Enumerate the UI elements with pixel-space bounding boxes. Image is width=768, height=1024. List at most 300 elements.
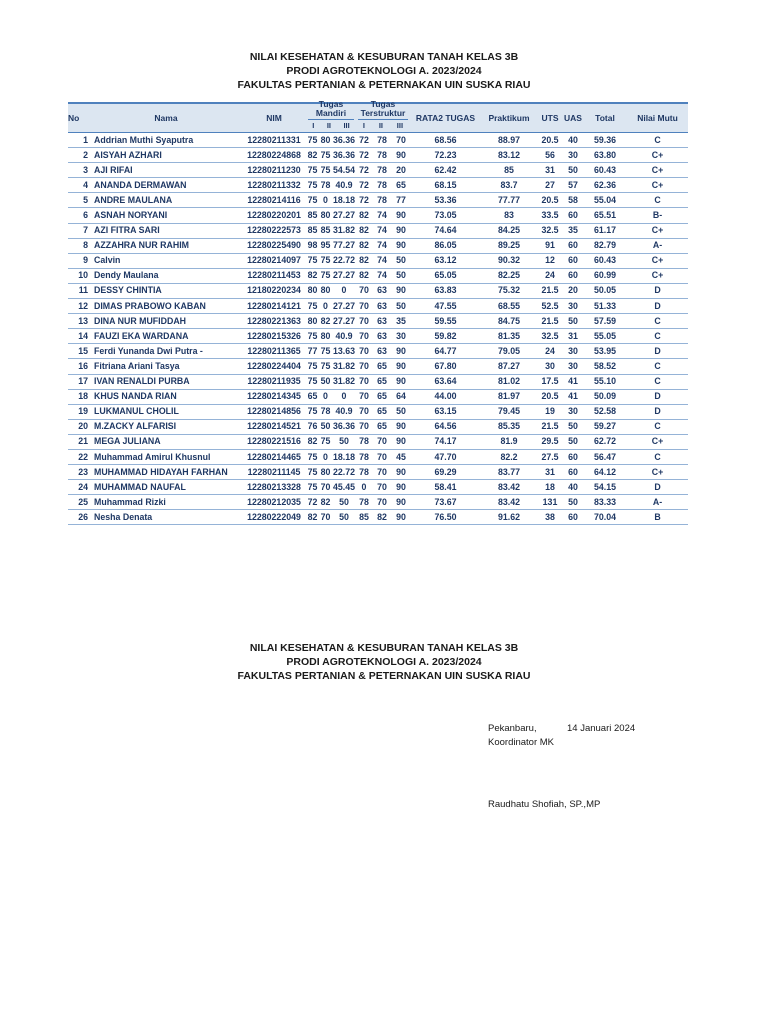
cell-nama: IVAN RENALDI PURBA	[90, 374, 242, 389]
cell-terstruktur-1: 70	[356, 389, 372, 404]
cell-mandiri-3: 36.36	[332, 148, 356, 163]
cell-mandiri-3: 54.54	[332, 163, 356, 178]
cell-nama: MUHAMMAD HIDAYAH FARHAN	[90, 465, 242, 480]
cell-uts: 38	[537, 510, 563, 525]
cell-nilai-mutu: C	[627, 314, 688, 329]
cell-uas: 30	[563, 359, 583, 374]
cell-praktikum: 79.05	[481, 344, 537, 359]
cell-mandiri-2: 70	[319, 480, 332, 495]
table-row	[68, 465, 688, 480]
col-nama-header: Nama	[90, 103, 242, 133]
cell-praktikum: 68.55	[481, 299, 537, 314]
cell-rata2: 59.55	[410, 314, 481, 329]
cell-uas: 41	[563, 389, 583, 404]
cell-nama: AJI RIFAI	[90, 163, 242, 178]
cell-uts: 21.5	[537, 419, 563, 434]
cell-mandiri-3: 31.82	[332, 374, 356, 389]
cell-terstruktur-2: 70	[372, 449, 392, 464]
cell-terstruktur-2: 65	[372, 419, 392, 434]
cell-mandiri-2: 80	[319, 133, 332, 148]
cell-nilai-mutu: D	[627, 404, 688, 419]
cell-nilai-mutu: D	[627, 344, 688, 359]
cell-no: 8	[68, 238, 90, 253]
cell-no: 20	[68, 419, 90, 434]
cell-mandiri-2: 80	[319, 283, 332, 298]
cell-total: 55.05	[583, 329, 627, 344]
cell-nim: 12280211230	[242, 163, 306, 178]
cell-no: 17	[68, 374, 90, 389]
cell-praktikum: 83.42	[481, 495, 537, 510]
header-divider	[308, 119, 354, 120]
cell-praktikum: 87.27	[481, 359, 537, 374]
cell-nilai-mutu: D	[627, 283, 688, 298]
cell-terstruktur-3: 90	[392, 344, 410, 359]
cell-nilai-mutu: C	[627, 374, 688, 389]
table-row	[68, 253, 688, 268]
cell-uas: 60	[563, 510, 583, 525]
cell-terstruktur-1: 70	[356, 314, 372, 329]
title-line-2: PRODI AGROTEKNOLOGI A. 2023/2024	[286, 65, 482, 77]
cell-uas: 30	[563, 404, 583, 419]
col-tugas-mandiri-header	[306, 99, 356, 133]
cell-praktikum: 79.45	[481, 404, 537, 419]
cell-nilai-mutu: C	[627, 449, 688, 464]
cell-terstruktur-1: 70	[356, 283, 372, 298]
cell-uas: 20	[563, 283, 583, 298]
cell-nilai-mutu: C	[627, 359, 688, 374]
col-no-header: No	[68, 103, 90, 133]
col-rata2-header: RATA2 TUGAS	[410, 103, 481, 133]
table-row	[68, 133, 688, 148]
cell-uts: 17.5	[537, 374, 563, 389]
table-row	[68, 389, 688, 404]
cell-terstruktur-1: 82	[356, 208, 372, 223]
cell-no: 24	[68, 480, 90, 495]
title-line-3: FAKULTAS PERTANIAN & PETERNAKAN UIN SUSKA RIAU	[237, 79, 531, 91]
cell-uts: 29.5	[537, 434, 563, 449]
cell-terstruktur-2: 65	[372, 389, 392, 404]
cell-total: 82.79	[583, 238, 627, 253]
cell-uts: 32.5	[537, 223, 563, 238]
cell-terstruktur-2: 78	[372, 148, 392, 163]
cell-terstruktur-2: 63	[372, 299, 392, 314]
cell-nim: 12280211331	[242, 133, 306, 148]
cell-mandiri-2: 80	[319, 465, 332, 480]
cell-total: 61.17	[583, 223, 627, 238]
cell-total: 55.04	[583, 193, 627, 208]
cell-terstruktur-2: 65	[372, 359, 392, 374]
cell-uts: 24	[537, 268, 563, 283]
cell-total: 62.36	[583, 178, 627, 193]
cell-rata2: 65.05	[410, 268, 481, 283]
cell-mandiri-2: 78	[319, 404, 332, 419]
cell-nim: 12280224404	[242, 359, 306, 374]
cell-nilai-mutu: C+	[627, 178, 688, 193]
cell-no: 2	[68, 148, 90, 163]
sub-col-ii: II	[326, 121, 331, 130]
cell-terstruktur-3: 90	[392, 480, 410, 495]
cell-nim: 12280222049	[242, 510, 306, 525]
cell-terstruktur-1: 72	[356, 133, 372, 148]
cell-mandiri-1: 75	[306, 374, 319, 389]
cell-nama: M.ZACKY ALFARISI	[90, 419, 242, 434]
cell-mandiri-3: 22.72	[332, 465, 356, 480]
cell-rata2: 47.70	[410, 449, 481, 464]
cell-nim: 12280225490	[242, 238, 306, 253]
cell-uts: 52.5	[537, 299, 563, 314]
col-nim-header: NIM	[242, 103, 306, 133]
cell-uas: 60	[563, 238, 583, 253]
cell-nilai-mutu: C+	[627, 434, 688, 449]
cell-uas: 30	[563, 148, 583, 163]
document-title-top	[0, 50, 768, 92]
cell-praktikum: 90.32	[481, 253, 537, 268]
cell-nama: FAUZI EKA WARDANA	[90, 329, 242, 344]
cell-terstruktur-2: 78	[372, 133, 392, 148]
cell-total: 57.59	[583, 314, 627, 329]
cell-no: 14	[68, 329, 90, 344]
cell-mandiri-3: 27.27	[332, 268, 356, 283]
cell-no: 9	[68, 253, 90, 268]
sub-col-i: I	[362, 121, 365, 130]
cell-rata2: 63.15	[410, 404, 481, 419]
cell-uts: 91	[537, 238, 563, 253]
cell-nama: MEGA JULIANA	[90, 434, 242, 449]
table-row	[68, 404, 688, 419]
cell-mandiri-2: 80	[319, 208, 332, 223]
table-row	[68, 314, 688, 329]
cell-mandiri-3: 0	[332, 283, 356, 298]
table-row	[68, 268, 688, 283]
cell-nim: 12280222573	[242, 223, 306, 238]
cell-total: 53.95	[583, 344, 627, 359]
cell-nim: 12280214521	[242, 419, 306, 434]
cell-terstruktur-3: 90	[392, 223, 410, 238]
cell-nama: ASNAH NORYANI	[90, 208, 242, 223]
cell-rata2: 68.15	[410, 178, 481, 193]
cell-terstruktur-1: 70	[356, 404, 372, 419]
col-uas-header: UAS	[563, 103, 583, 133]
cell-uts: 24	[537, 344, 563, 359]
cell-praktikum: 91.62	[481, 510, 537, 525]
cell-terstruktur-3: 90	[392, 283, 410, 298]
cell-mandiri-3: 31.82	[332, 223, 356, 238]
cell-rata2: 63.12	[410, 253, 481, 268]
cell-mandiri-3: 36.36	[332, 419, 356, 434]
cell-mandiri-1: 75	[306, 480, 319, 495]
cell-nim: 12280224868	[242, 148, 306, 163]
cell-mandiri-1: 75	[306, 163, 319, 178]
signature-place: Pekanbaru,	[488, 723, 537, 734]
cell-terstruktur-1: 70	[356, 374, 372, 389]
cell-mandiri-3: 27.27	[332, 299, 356, 314]
cell-no: 26	[68, 510, 90, 525]
cell-no: 19	[68, 404, 90, 419]
cell-uas: 60	[563, 253, 583, 268]
table-row	[68, 495, 688, 510]
cell-terstruktur-1: 78	[356, 434, 372, 449]
cell-total: 52.58	[583, 404, 627, 419]
cell-nim: 12280214121	[242, 299, 306, 314]
cell-mandiri-3: 36.36	[332, 133, 356, 148]
cell-rata2: 44.00	[410, 389, 481, 404]
cell-no: 18	[68, 389, 90, 404]
title-line-1: NILAI KESEHATAN & KESUBURAN TANAH KELAS 3B	[249, 642, 519, 654]
cell-uas: 60	[563, 208, 583, 223]
cell-uts: 131	[537, 495, 563, 510]
col-praktikum-header: Praktikum	[481, 103, 537, 133]
cell-rata2: 68.56	[410, 133, 481, 148]
cell-rata2: 73.05	[410, 208, 481, 223]
cell-praktikum: 84.25	[481, 223, 537, 238]
cell-terstruktur-3: 90	[392, 434, 410, 449]
cell-terstruktur-2: 70	[372, 480, 392, 495]
cell-mandiri-3: 27.27	[332, 208, 356, 223]
cell-terstruktur-2: 74	[372, 208, 392, 223]
cell-terstruktur-2: 63	[372, 314, 392, 329]
cell-nilai-mutu: C	[627, 329, 688, 344]
cell-total: 59.36	[583, 133, 627, 148]
cell-nama: Ferdi Yunanda Dwi Putra -	[90, 344, 242, 359]
cell-mandiri-3: 40.9	[332, 178, 356, 193]
cell-uas: 60	[563, 449, 583, 464]
cell-terstruktur-1: 72	[356, 178, 372, 193]
cell-mandiri-1: 82	[306, 268, 319, 283]
cell-no: 6	[68, 208, 90, 223]
cell-uts: 27	[537, 178, 563, 193]
cell-nim: 12280221516	[242, 434, 306, 449]
table-row	[68, 193, 688, 208]
cell-praktikum: 81.97	[481, 389, 537, 404]
cell-uas: 50	[563, 314, 583, 329]
cell-terstruktur-3: 20	[392, 163, 410, 178]
cell-rata2: 47.55	[410, 299, 481, 314]
cell-total: 83.33	[583, 495, 627, 510]
cell-nilai-mutu: A-	[627, 495, 688, 510]
cell-praktikum: 84.75	[481, 314, 537, 329]
table-row	[68, 359, 688, 374]
cell-mandiri-3: 50	[332, 495, 356, 510]
cell-mandiri-2: 85	[319, 223, 332, 238]
cell-nilai-mutu: C+	[627, 223, 688, 238]
cell-mandiri-3: 50	[332, 434, 356, 449]
cell-mandiri-3: 13.63	[332, 344, 356, 359]
cell-mandiri-1: 75	[306, 253, 319, 268]
table-row	[68, 163, 688, 178]
cell-nama: MUHAMMAD NAUFAL	[90, 480, 242, 495]
table-row	[68, 419, 688, 434]
cell-terstruktur-3: 90	[392, 510, 410, 525]
cell-mandiri-3: 40.9	[332, 329, 356, 344]
cell-nim: 12280214856	[242, 404, 306, 419]
cell-terstruktur-2: 78	[372, 178, 392, 193]
cell-terstruktur-1: 82	[356, 268, 372, 283]
table-row	[68, 238, 688, 253]
cell-praktikum: 89.25	[481, 238, 537, 253]
cell-nilai-mutu: C+	[627, 163, 688, 178]
cell-terstruktur-2: 78	[372, 193, 392, 208]
cell-nim: 12280211453	[242, 268, 306, 283]
cell-total: 65.51	[583, 208, 627, 223]
cell-nama: Muhammad Amirul Khusnul	[90, 449, 242, 464]
cell-terstruktur-2: 70	[372, 465, 392, 480]
cell-mandiri-1: 80	[306, 283, 319, 298]
cell-nim: 12280214116	[242, 193, 306, 208]
cell-nim: 12280212035	[242, 495, 306, 510]
cell-praktikum: 82.25	[481, 268, 537, 283]
cell-terstruktur-3: 70	[392, 133, 410, 148]
cell-praktikum: 83.7	[481, 178, 537, 193]
cell-nim: 12280214465	[242, 449, 306, 464]
cell-nama: AZZAHRA NUR RAHIM	[90, 238, 242, 253]
cell-terstruktur-3: 50	[392, 404, 410, 419]
cell-praktikum: 83.77	[481, 465, 537, 480]
cell-total: 62.72	[583, 434, 627, 449]
cell-nama: Nesha Denata	[90, 510, 242, 525]
cell-nim: 12280213328	[242, 480, 306, 495]
cell-mandiri-2: 78	[319, 178, 332, 193]
cell-total: 56.47	[583, 449, 627, 464]
cell-uts: 33.5	[537, 208, 563, 223]
cell-praktikum: 83.42	[481, 480, 537, 495]
cell-total: 51.33	[583, 299, 627, 314]
cell-rata2: 59.82	[410, 329, 481, 344]
cell-uts: 21.5	[537, 314, 563, 329]
cell-nim: 12280211332	[242, 178, 306, 193]
cell-terstruktur-3: 90	[392, 208, 410, 223]
cell-uts: 30	[537, 359, 563, 374]
cell-terstruktur-2: 74	[372, 253, 392, 268]
cell-nama: DINA NUR MUFIDDAH	[90, 314, 242, 329]
cell-nama: Addrian Muthi Syaputra	[90, 133, 242, 148]
cell-no: 13	[68, 314, 90, 329]
cell-mandiri-2: 82	[319, 495, 332, 510]
cell-uas: 50	[563, 163, 583, 178]
cell-uas: 50	[563, 434, 583, 449]
cell-terstruktur-3: 77	[392, 193, 410, 208]
cell-uts: 32.5	[537, 329, 563, 344]
cell-total: 59.27	[583, 419, 627, 434]
cell-mandiri-2: 50	[319, 419, 332, 434]
cell-terstruktur-3: 35	[392, 314, 410, 329]
cell-terstruktur-3: 45	[392, 449, 410, 464]
cell-nim: 12280215326	[242, 329, 306, 344]
cell-terstruktur-2: 65	[372, 404, 392, 419]
cell-terstruktur-3: 90	[392, 374, 410, 389]
cell-total: 60.99	[583, 268, 627, 283]
cell-nama: KHUS NANDA RIAN	[90, 389, 242, 404]
cell-uts: 31	[537, 163, 563, 178]
cell-no: 1	[68, 133, 90, 148]
table-row	[68, 223, 688, 238]
cell-nilai-mutu: C+	[627, 148, 688, 163]
cell-mandiri-2: 80	[319, 329, 332, 344]
cell-mandiri-2: 75	[319, 163, 332, 178]
cell-no: 3	[68, 163, 90, 178]
col-nilai-mutu-header: Nilai Mutu	[627, 103, 688, 133]
cell-rata2: 74.17	[410, 434, 481, 449]
cell-uas: 35	[563, 223, 583, 238]
cell-uas: 50	[563, 495, 583, 510]
cell-nilai-mutu: A-	[627, 238, 688, 253]
cell-mandiri-2: 0	[319, 389, 332, 404]
table-row	[68, 283, 688, 298]
cell-nama: AISYAH AZHARI	[90, 148, 242, 163]
cell-mandiri-2: 0	[319, 299, 332, 314]
cell-terstruktur-1: 70	[356, 419, 372, 434]
cell-rata2: 74.64	[410, 223, 481, 238]
cell-terstruktur-1: 72	[356, 193, 372, 208]
cell-terstruktur-1: 72	[356, 163, 372, 178]
cell-mandiri-3: 45.45	[332, 480, 356, 495]
signature-date: 14 Januari 2024	[567, 723, 636, 734]
cell-nama: ANDRE MAULANA	[90, 193, 242, 208]
cell-mandiri-2: 95	[319, 238, 332, 253]
cell-nilai-mutu: C	[627, 193, 688, 208]
cell-nama: Fitriana Ariani Tasya	[90, 359, 242, 374]
cell-mandiri-3: 0	[332, 389, 356, 404]
cell-no: 23	[68, 465, 90, 480]
cell-mandiri-1: 72	[306, 495, 319, 510]
cell-praktikum: 81.35	[481, 329, 537, 344]
cell-terstruktur-2: 78	[372, 163, 392, 178]
cell-terstruktur-1: 70	[356, 344, 372, 359]
table-header-row	[68, 103, 688, 133]
cell-nama: DESSY CHINTIA	[90, 283, 242, 298]
cell-uas: 41	[563, 374, 583, 389]
cell-mandiri-3: 77.27	[332, 238, 356, 253]
cell-terstruktur-1: 78	[356, 449, 372, 464]
cell-uas: 57	[563, 178, 583, 193]
cell-total: 50.05	[583, 283, 627, 298]
cell-mandiri-1: 75	[306, 404, 319, 419]
title-line-1: NILAI KESEHATAN & KESUBURAN TANAH KELAS 3B	[249, 51, 519, 63]
cell-uas: 58	[563, 193, 583, 208]
cell-rata2: 63.83	[410, 283, 481, 298]
cell-nama: Dendy Maulana	[90, 268, 242, 283]
cell-praktikum: 85.35	[481, 419, 537, 434]
cell-mandiri-1: 75	[306, 465, 319, 480]
cell-total: 50.09	[583, 389, 627, 404]
cell-mandiri-2: 75	[319, 268, 332, 283]
cell-total: 60.43	[583, 163, 627, 178]
cell-terstruktur-2: 65	[372, 374, 392, 389]
cell-mandiri-1: 82	[306, 510, 319, 525]
cell-uas: 31	[563, 329, 583, 344]
cell-rata2: 64.77	[410, 344, 481, 359]
cell-mandiri-1: 77	[306, 344, 319, 359]
cell-praktikum: 75.32	[481, 283, 537, 298]
cell-total: 70.04	[583, 510, 627, 525]
cell-terstruktur-2: 74	[372, 238, 392, 253]
title-line-3: FAKULTAS PERTANIAN & PETERNAKAN UIN SUSKA RIAU	[237, 670, 531, 682]
cell-terstruktur-2: 63	[372, 344, 392, 359]
cell-nim: 12280211145	[242, 465, 306, 480]
cell-nama: AZI FITRA SARI	[90, 223, 242, 238]
cell-nim: 12280214097	[242, 253, 306, 268]
cell-mandiri-1: 82	[306, 148, 319, 163]
cell-terstruktur-1: 78	[356, 495, 372, 510]
signature-name: Raudhatu Shofiah, SP.,MP	[488, 799, 601, 810]
cell-nama: LUKMANUL CHOLIL	[90, 404, 242, 419]
cell-uas: 30	[563, 299, 583, 314]
tugas-terstruktur-label-2: Terstruktur	[360, 108, 406, 118]
cell-nilai-mutu: C	[627, 419, 688, 434]
cell-nilai-mutu: C+	[627, 465, 688, 480]
cell-no: 12	[68, 299, 90, 314]
cell-mandiri-2: 75	[319, 344, 332, 359]
cell-terstruktur-3: 90	[392, 359, 410, 374]
